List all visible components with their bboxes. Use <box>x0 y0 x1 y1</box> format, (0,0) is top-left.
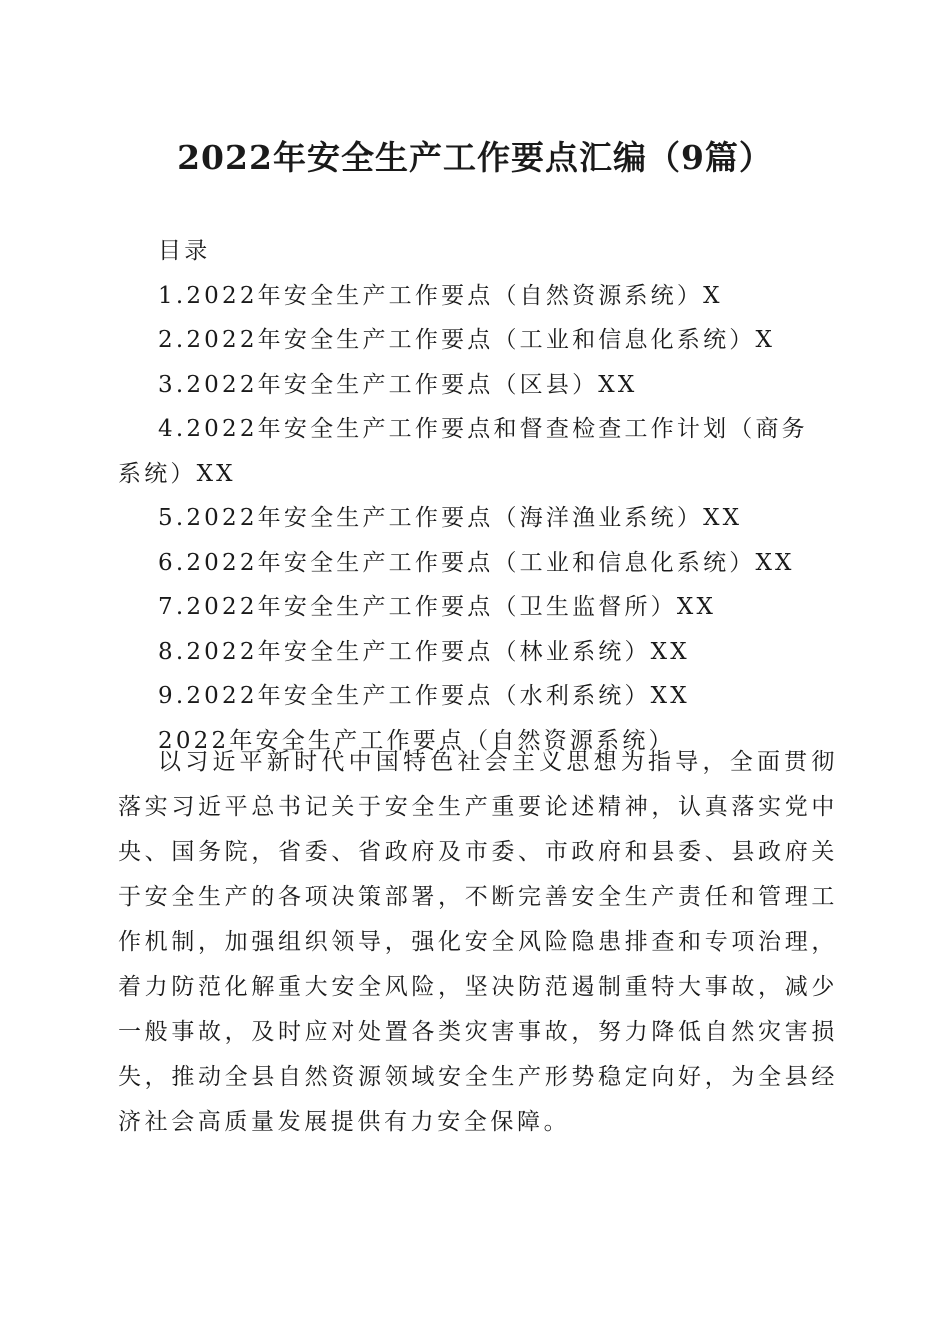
toc-item: 9.2022年安全生产工作要点（水利系统）XX <box>158 683 690 709</box>
toc-item: 8.2022年安全生产工作要点（林业系统）XX <box>158 638 690 665</box>
toc-item: 4.2022年安全生产工作要点和督查检查工作计划（商务系统）XX <box>118 416 808 487</box>
toc-item: 3.2022年安全生产工作要点（区县）XX <box>158 371 638 398</box>
table-of-contents <box>118 229 838 763</box>
toc-heading: 目录 <box>158 238 211 264</box>
document-title: 2022年安全生产工作要点汇编（9篇） <box>177 138 773 177</box>
toc-item: 2.2022年安全生产工作要点（工业和信息化系统）X <box>158 327 776 353</box>
section-title: 2022年安全生产工作要点（自然资源系统） <box>158 727 675 754</box>
toc-item: 1.2022年安全生产工作要点（自然资源系统）X <box>158 282 723 309</box>
toc-item: 7.2022年安全生产工作要点（卫生监督所）XX <box>158 594 717 620</box>
body-paragraph: 以习近平新时代中国特色社会主义思想为指导，全面贯彻落实习近平总书记关于安全生产重要论述精神，认真落实党中央、国务院，省委、省政府及市委、市政府和县委、县政府关于安全生产的各项决策部署，不断完善安全生产责任和管理工作机制，加强组织领导，强化安全风险隐患排查和专项治理，着力防范化解重大安全风险，坚决防范遏制重特大事故，减少一般事故，及时应对处置各类灾害事故，努力降低自然灾害损失，推动全县自然资源领域安全生产形势稳定向好，为全县经济社会高质量发展提供有力安全保障。 <box>118 749 838 1135</box>
toc-item: 5.2022年安全生产工作要点（海洋渔业系统）XX <box>158 505 743 531</box>
toc-item: 6.2022年安全生产工作要点（工业和信息化系统）XX <box>158 549 795 576</box>
